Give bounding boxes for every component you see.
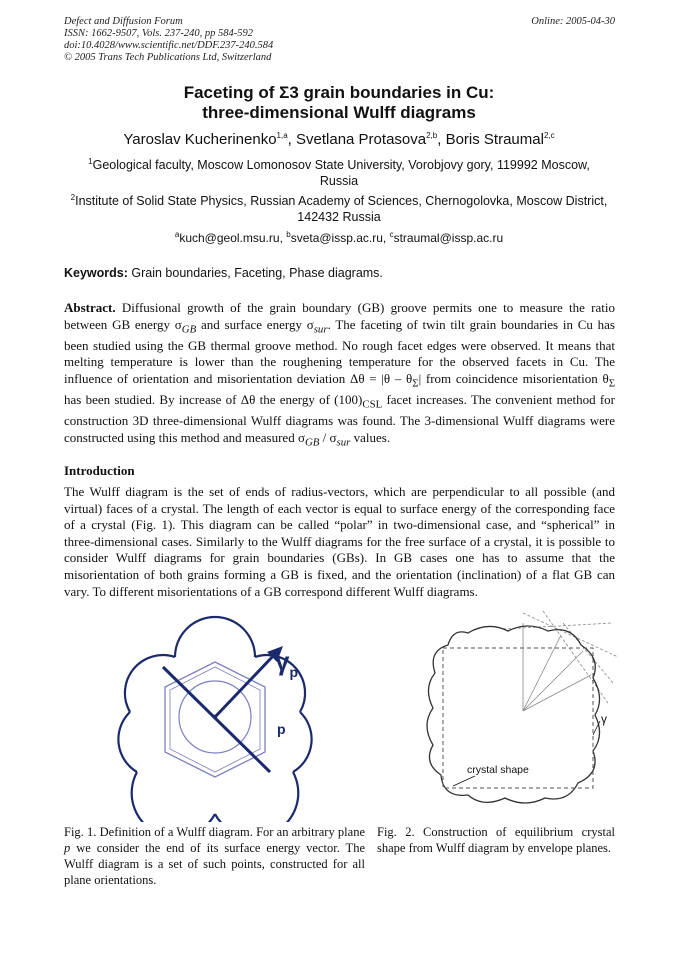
- keywords-label: Keywords:: [64, 266, 128, 280]
- doi-line: doi:10.4028/www.scientific.net/DDF.237-240.584: [64, 40, 274, 51]
- keywords-text: Grain boundaries, Faceting, Phase diagrams.: [127, 266, 383, 280]
- author-name: Boris Straumal: [445, 131, 544, 148]
- journal-name: Defect and Diffusion Forum: [64, 16, 183, 27]
- figure-1-wulff-diagram: [115, 612, 340, 822]
- introduction-paragraph: The Wulff diagram is the set of ends of radius-vectors, which are perpendicular to all possible (and virtual) faces of a crystal. The length of each vector is equal to surface energy of the corresponding face of a crystal (Fig. 1). This diagram can be called “polar” in two-dimensional case, and “spherical” in three-dimensional cases. Similarly to the Wulff diagrams for the free surface of a crystal, it is possible to consider Wulff diagrams for grain boundaries (GBs). In GB cases one has to assume that the misorientation of both grains forming a GB is fixed, and the orientation (inclination) of a flat GB can vary. To different misorientations of a GB correspond different Wulff diagrams.: [64, 484, 615, 599]
- online-date: Online: 2005-04-30: [531, 16, 615, 27]
- crystal-shape-pointer: [453, 776, 475, 786]
- email-link[interactable]: straumal@issp.ac.ru: [393, 231, 504, 245]
- author-sup: 1,a: [276, 131, 288, 140]
- author-sup: 2,b: [426, 131, 438, 140]
- author-name: Svetlana Protasova: [296, 131, 427, 148]
- issn-line: ISSN: 1662-9507, Vols. 237-240, pp 584-592: [64, 28, 253, 39]
- title-line-1: Faceting of Σ3 grain boundaries in Cu:: [183, 83, 495, 102]
- author-name: Yaroslav Kucherinenko: [123, 131, 277, 148]
- author-sup: 2,c: [543, 131, 555, 140]
- email-list: $^a$kuch@geol.msu.ru, $^b$sveta@issp.ac.ru, $^c$straumal@issp.ac.ru: [174, 230, 504, 245]
- gamma-p-label: $\gamma_p$: [275, 646, 299, 680]
- keywords: [64, 265, 616, 281]
- section-heading-introduction: Introduction: [64, 463, 135, 478]
- affiliation-2: $^2$Institute of Solid State Physics, Russian Academy of Sciences, Chernogolovka, Moscow District, 142432 Russia: [70, 192, 608, 224]
- wulff-outline: [427, 626, 600, 803]
- copyright-line: © 2005 Trans Tech Publications Ltd, Switzerland: [64, 52, 272, 63]
- construction-lines: [503, 611, 618, 711]
- author-list: Yaroslav Kucherinenko$^{1,a}$, Svetlana Protasova$^{2,b}$, Boris Straumal$^{2,c}$: [123, 131, 555, 148]
- abstract-label: Abstract.: [64, 300, 116, 315]
- gamma-label: γ: [601, 712, 607, 726]
- figure-1-caption: Fig. 1. Definition of a Wulff diagram. For an arbitrary plane p we consider the end of its surface energy vector. The Wulff diagram is a set of such points, constructed for all plane orientations.: [64, 825, 365, 887]
- title-line-2: three-dimensional Wulff diagrams: [202, 103, 476, 122]
- affiliation-1: $^1$Geological faculty, Moscow Lomonosov State University, Vorobjovy gory, 119992 Moscow, Russia: [88, 156, 590, 188]
- journal-header: [64, 16, 273, 64]
- p-label: p: [277, 721, 286, 737]
- abstract: Abstract. Diffusional growth of the grain boundary (GB) groove permits one to measure the ratio between GB energy $\sigma_{GB}$ and surface energy $\sigma_{sur}$. The faceting of twin tilt grain boundaries in Cu has been studied using the GB thermal groove method. No rough facet edges were observed. It means that melting temperature is lower than the roughening temperature for the observed facets in Cu. The influence of orientation and misorientation deviation $\Delta\theta = |\theta - \theta_\Sigma|$ from coincidence misorientation $\theta_\Sigma$ has been studied. By increase of Δθ the energy of $(100)_{CSL}$ facet increases. The convenient method for construction 3D three-dimensional Wulff diagrams was found. The 3-dimensional Wulff diagrams were constructed using this method and measured $\sigma_{GB} / \sigma_{sur}$ values.: [64, 300, 615, 449]
- email-link[interactable]: kuch@geol.msu.ru: [179, 231, 280, 245]
- figure-2-caption: Fig. 2. Construction of equilibrium crystal shape from Wulff diagram by envelope planes.: [377, 825, 615, 855]
- figure-2-crystal-shape: [413, 603, 628, 820]
- crystal-shape-label: crystal shape: [467, 764, 529, 776]
- paper-title: [0, 83, 678, 123]
- origin-point: [213, 715, 217, 719]
- email-link[interactable]: sveta@issp.ac.ru: [290, 231, 383, 245]
